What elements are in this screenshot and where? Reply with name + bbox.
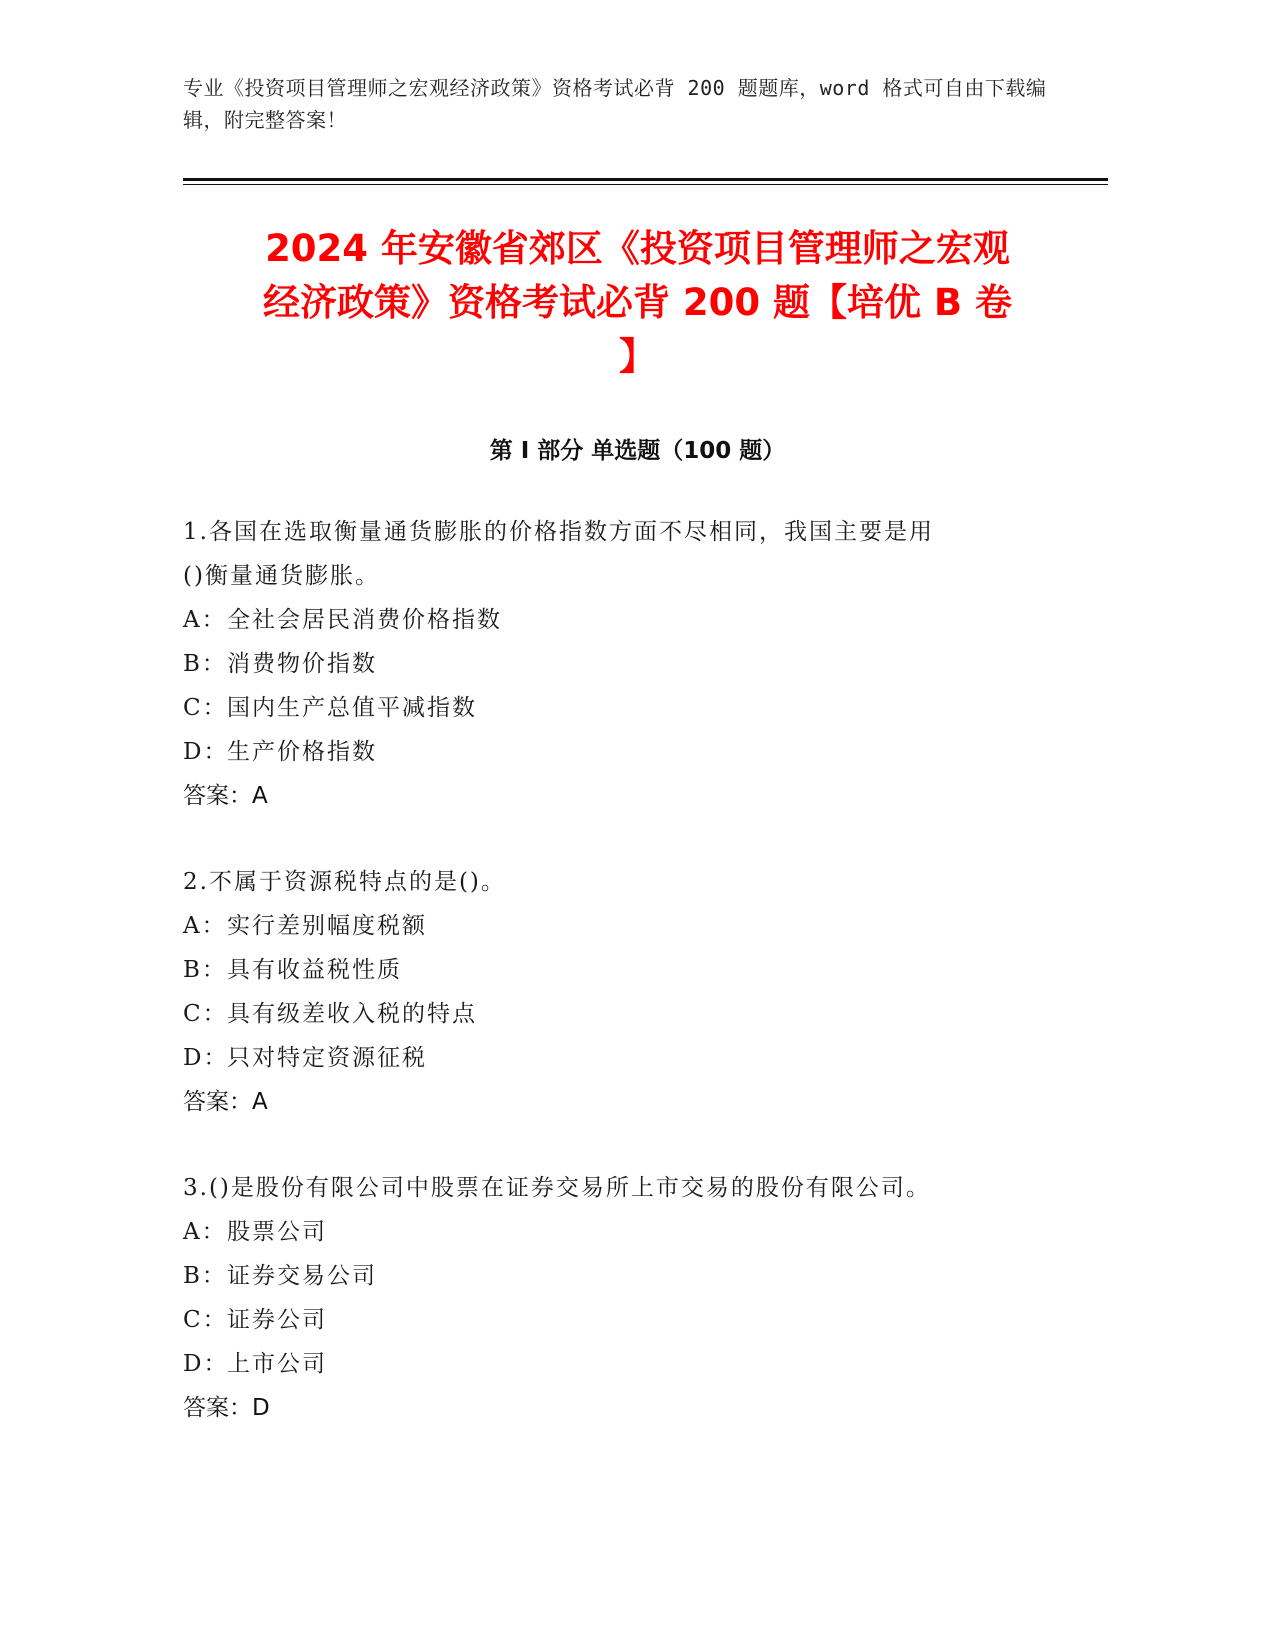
option-text: 实行差别幅度税额 xyxy=(227,913,427,939)
title-line: 经济政策》资格考试必背 200 题【培优 B 卷 xyxy=(263,281,1012,324)
question-stem: 1.各国在选取衡量通货膨胀的价格指数方面不尽相同，我国主要是用 xyxy=(183,519,934,545)
title-line: 】 xyxy=(619,335,656,378)
document-title xyxy=(160,222,1115,384)
option-key: B： xyxy=(183,651,227,677)
option-d xyxy=(183,730,1063,774)
option-b xyxy=(183,948,1063,992)
option-key: B： xyxy=(183,957,227,983)
option-c xyxy=(183,1298,1063,1342)
option-a xyxy=(183,904,1063,948)
option-d xyxy=(183,1342,1063,1386)
option-a xyxy=(183,1210,1063,1254)
option-key: A： xyxy=(183,1219,227,1245)
option-text: 上市公司 xyxy=(227,1351,327,1377)
answer: 答案：D xyxy=(183,1395,270,1421)
option-key: D： xyxy=(183,739,229,765)
header-note: 专业《投资项目管理师之宏观经济政策》资格考试必背 200 题题库，word 格式可自由下载编辑，附完整答案！ xyxy=(183,76,1047,132)
option-key: C： xyxy=(183,1001,228,1027)
option-text: 股票公司 xyxy=(227,1219,327,1245)
option-text: 证券交易公司 xyxy=(227,1263,377,1289)
question-stem: 2.不属于资源税特点的是()。 xyxy=(183,869,506,895)
option-text: 全社会居民消费价格指数 xyxy=(227,607,502,633)
option-text: 生产价格指数 xyxy=(227,739,377,765)
question-item xyxy=(183,1166,1063,1430)
option-text: 具有收益税性质 xyxy=(227,957,402,983)
option-b xyxy=(183,1254,1063,1298)
option-a xyxy=(183,598,1063,642)
answer: 答案：A xyxy=(183,1089,268,1115)
option-b xyxy=(183,642,1063,686)
option-key: D： xyxy=(183,1045,229,1071)
answer: 答案：A xyxy=(183,783,268,809)
question-list xyxy=(183,510,1063,1472)
option-text: 只对特定资源征税 xyxy=(227,1045,427,1071)
question-item xyxy=(183,510,1063,818)
question-stem: ()衡量通货膨胀。 xyxy=(183,563,380,589)
option-text: 消费物价指数 xyxy=(227,651,377,677)
option-key: A： xyxy=(183,913,227,939)
option-key: C： xyxy=(183,1307,228,1333)
question-stem: 3.()是股份有限公司中股票在证券交易所上市交易的股份有限公司。 xyxy=(183,1175,931,1201)
option-key: D： xyxy=(183,1351,229,1377)
section-title: 第 I 部分 单选题（100 题） xyxy=(489,438,786,464)
question-item xyxy=(183,860,1063,1124)
header-divider-thick xyxy=(183,178,1108,181)
header-divider-thin xyxy=(183,184,1108,185)
option-text: 具有级差收入税的特点 xyxy=(227,1001,477,1027)
option-c xyxy=(183,686,1063,730)
option-d xyxy=(183,1036,1063,1080)
option-key: A： xyxy=(183,607,227,633)
option-key: C： xyxy=(183,695,228,721)
option-key: B： xyxy=(183,1263,227,1289)
option-c xyxy=(183,992,1063,1036)
option-text: 国内生产总值平减指数 xyxy=(227,695,477,721)
title-line: 2024 年安徽省郊区《投资项目管理师之宏观 xyxy=(265,227,1010,270)
option-text: 证券公司 xyxy=(227,1307,327,1333)
